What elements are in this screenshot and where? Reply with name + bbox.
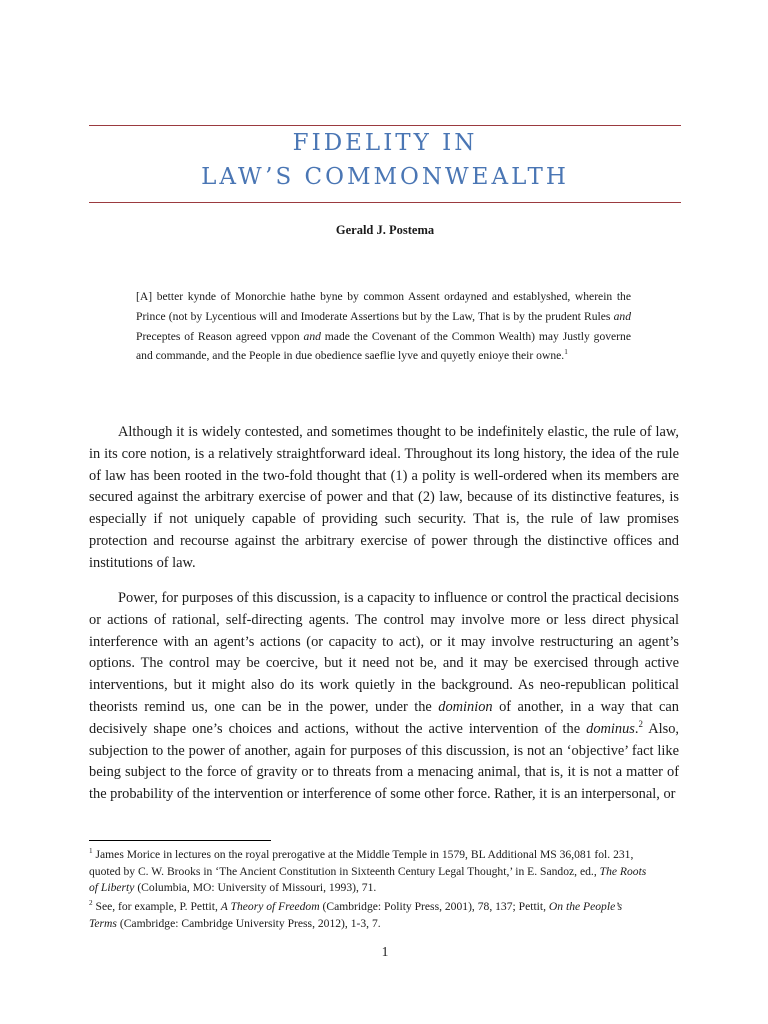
epigraph-emphasis: and: [613, 309, 631, 323]
title-rule-top: [89, 125, 681, 126]
epigraph: [136, 287, 631, 366]
footnote-2: [89, 899, 649, 932]
paragraph-text: of another, in a way that can decisively shape one’s choices and actions, without the active intervention of the: [89, 698, 679, 737]
footnote-ref-2[interactable]: 2: [638, 718, 643, 729]
paragraph-emphasis: dominion: [438, 698, 493, 715]
paragraph-text: .: [634, 720, 639, 737]
footnote-text: (Cambridge: Polity Press, 2001), 78, 137; Pettit,: [319, 900, 549, 913]
paragraph-text: Also, subjection to the power of another, again for purposes of this discussion, is not an ‘objective’ fact like being subject to the force of gravity or to threats from a menacing animal, that is, it is not a matter of the probability of the intervention or interference of some other force. Rather, it is an interpersonal, or: [89, 720, 679, 803]
footnote-text: (Columbia, MO: University of Missouri, 1993), 71.: [134, 881, 377, 894]
epigraph-text: Preceptes of Reason agreed vppon: [136, 329, 304, 343]
title-rule-bottom: [89, 202, 681, 203]
footnote-emphasis: A Theory of Freedom: [220, 900, 320, 913]
footnote-separator: [89, 840, 271, 841]
title-line-2: LAW’S COMMONWEALTH: [201, 164, 569, 190]
footnote-text: James Morice in lectures on the royal prerogative at the Middle Temple in 1579, BL Additional MS 36,081 fol. 231, quoted by C. W. Brooks in ‘The Ancient Constitution in Sixteenth Century Legal Thought,’ in E. Sandoz, ed.,: [89, 848, 634, 878]
author-name: Gerald J. Postema: [335, 223, 435, 237]
footnote-emphasis: The Roots of Liberty: [89, 864, 647, 894]
paragraph-text: Power, for purposes of this discussion, is a capacity to influence or control the practical decisions or actions of rational, self-directing agents. The control may involve more or less direct physical interference with an agent’s actions (or capacity to act), or it may involve restructuring an agent’s options. The control may be coercive, but it need not be, and it may be exercised through active interventions, but it might also do its work quietly in the background. As neo-republican political theorists remind us, one can be in the power, under the: [89, 590, 679, 715]
paragraph-emphasis: dominus: [586, 720, 635, 737]
footnote-1: [89, 847, 649, 897]
footnote-emphasis: On the People’s Terms: [89, 900, 623, 930]
footnote-ref-1[interactable]: 1: [564, 348, 568, 357]
footnote-text: See, for example, P. Pettit,: [92, 900, 221, 913]
footnote-mark: 1: [89, 847, 93, 856]
footnote-mark: 2: [89, 899, 93, 908]
epigraph-text: made the Covenant of the Common Wealth) may Justly governe and commande, and the People in due obedience saeflie lyve and quyetly enioye their owne.: [136, 329, 631, 363]
epigraph-emphasis: and: [303, 329, 321, 343]
epigraph-text: [A] better kynde of Monorchie hathe byne by common Assent ordayned and establyshed, wherein the Prince (not by Lycentious will and Imoderate Assertions but by the Law, That is by the prudent Rules: [136, 290, 631, 323]
page-number: 1: [381, 944, 389, 959]
body-paragraph-2: [89, 588, 679, 806]
title-line-1: FIDELITY IN: [292, 130, 478, 156]
body-paragraph-1: Although it is widely contested, and sometimes thought to be indefinitely elastic, the rule of law, in its core notion, is a relatively straightforward ideal. Throughout its long history, the idea of the rule of law has been rooted in the two-fold thought that (1) a polity is well-ordered when its members are secured against the arbitrary exercise of power and that (2) law, because of its distinctive features, is especially if not uniquely capable of providing such security. That is, the rule of law promises protection and recourse against the arbitrary exercise of power through the distinctive offices and institutions of law.: [89, 424, 679, 571]
footnote-text: (Cambridge: Cambridge University Press, 2012), 1-3, 7.: [116, 916, 381, 930]
